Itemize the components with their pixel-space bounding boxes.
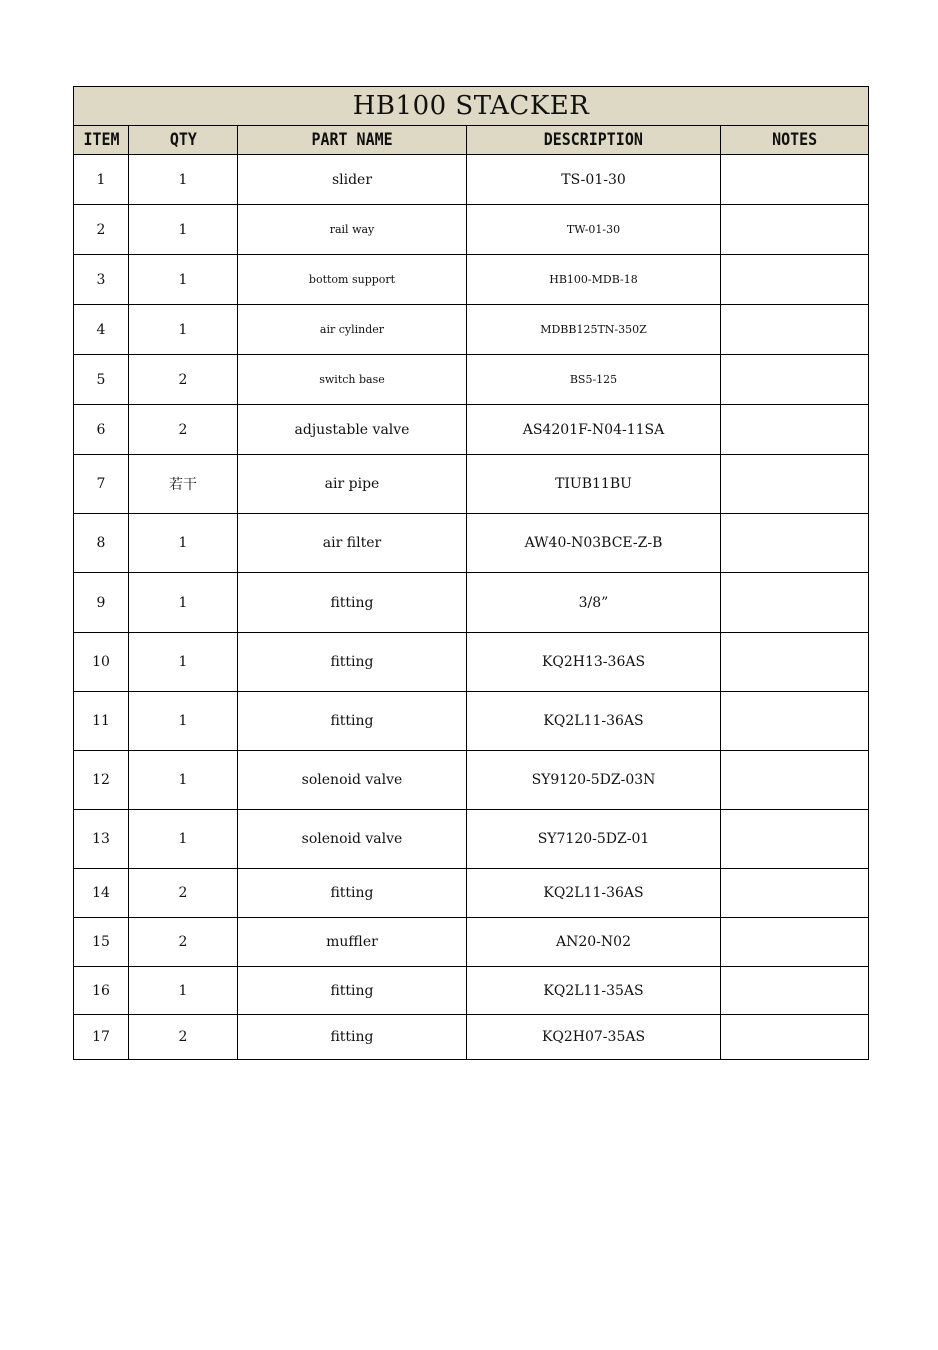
description-cell: MDBB125TN-350Z (467, 305, 721, 355)
notes-cell (721, 967, 869, 1015)
notes-cell (721, 573, 869, 633)
header-row (74, 126, 869, 155)
table-row (74, 692, 869, 751)
table-row (74, 455, 869, 514)
notes-cell (721, 455, 869, 514)
part-name-cell: fitting (238, 869, 467, 918)
notes-cell (721, 1015, 869, 1060)
item-cell: 15 (74, 918, 129, 967)
table-row (74, 155, 869, 205)
table-row (74, 918, 869, 967)
qty-cell: 1 (129, 633, 238, 692)
qty-cell: 2 (129, 869, 238, 918)
part-name-cell: fitting (238, 633, 467, 692)
item-cell: 10 (74, 633, 129, 692)
description-cell: TIUB11BU (467, 455, 721, 514)
notes-cell (721, 155, 869, 205)
table-row (74, 255, 869, 305)
item-cell: 6 (74, 405, 129, 455)
notes-cell (721, 810, 869, 869)
table-row (74, 355, 869, 405)
item-cell: 7 (74, 455, 129, 514)
part-name-cell: fitting (238, 1015, 467, 1060)
title-row (74, 87, 869, 126)
description-cell: BS5-125 (467, 355, 721, 405)
header-qty: QTY (129, 126, 238, 155)
part-name-cell: air filter (238, 514, 467, 573)
description-cell: KQ2L11-35AS (467, 967, 721, 1015)
notes-cell (721, 514, 869, 573)
parts-list-table (73, 86, 869, 1060)
qty-cell: 1 (129, 967, 238, 1015)
notes-cell (721, 305, 869, 355)
qty-cell: 1 (129, 810, 238, 869)
description-cell: TS-01-30 (467, 155, 721, 205)
table-body (74, 155, 869, 1060)
table-row (74, 869, 869, 918)
qty-cell: 1 (129, 305, 238, 355)
item-cell: 1 (74, 155, 129, 205)
item-cell: 14 (74, 869, 129, 918)
notes-cell (721, 751, 869, 810)
qty-cell: 1 (129, 155, 238, 205)
table-row (74, 633, 869, 692)
part-name-cell: fitting (238, 573, 467, 633)
notes-cell (721, 633, 869, 692)
qty-cell: 1 (129, 751, 238, 810)
qty-cell: 2 (129, 355, 238, 405)
description-cell: TW-01-30 (467, 205, 721, 255)
table-row (74, 573, 869, 633)
part-name-cell: air cylinder (238, 305, 467, 355)
header-item: ITEM (74, 126, 129, 155)
part-name-cell: fitting (238, 967, 467, 1015)
item-cell: 16 (74, 967, 129, 1015)
notes-cell (721, 205, 869, 255)
description-cell: SY7120-5DZ-01 (467, 810, 721, 869)
description-cell: SY9120-5DZ-03N (467, 751, 721, 810)
table-row (74, 514, 869, 573)
qty-cell: 1 (129, 573, 238, 633)
item-cell: 4 (74, 305, 129, 355)
description-cell: KQ2L11-36AS (467, 869, 721, 918)
notes-cell (721, 869, 869, 918)
part-name-cell: air pipe (238, 455, 467, 514)
qty-cell: 2 (129, 405, 238, 455)
description-cell: KQ2L11-36AS (467, 692, 721, 751)
item-cell: 9 (74, 573, 129, 633)
item-cell: 2 (74, 205, 129, 255)
notes-cell (721, 405, 869, 455)
item-cell: 12 (74, 751, 129, 810)
table-row (74, 967, 869, 1015)
qty-cell: 若干 (129, 455, 238, 514)
qty-cell: 1 (129, 514, 238, 573)
notes-cell (721, 255, 869, 305)
description-cell: AS4201F-N04-11SA (467, 405, 721, 455)
description-cell: AN20-N02 (467, 918, 721, 967)
qty-cell: 1 (129, 692, 238, 751)
qty-cell: 1 (129, 255, 238, 305)
part-name-cell: bottom support (238, 255, 467, 305)
qty-cell: 2 (129, 1015, 238, 1060)
part-name-cell: adjustable valve (238, 405, 467, 455)
description-cell: KQ2H07-35AS (467, 1015, 721, 1060)
item-cell: 8 (74, 514, 129, 573)
table-row (74, 305, 869, 355)
notes-cell (721, 355, 869, 405)
item-cell: 3 (74, 255, 129, 305)
qty-cell: 2 (129, 918, 238, 967)
table-row (74, 810, 869, 869)
item-cell: 5 (74, 355, 129, 405)
description-cell: AW40-N03BCE-Z-B (467, 514, 721, 573)
description-cell: 3/8” (467, 573, 721, 633)
part-name-cell: fitting (238, 692, 467, 751)
table-row (74, 205, 869, 255)
item-cell: 17 (74, 1015, 129, 1060)
table-row (74, 1015, 869, 1060)
part-name-cell: muffler (238, 918, 467, 967)
header-description: DESCRIPTION (467, 126, 721, 155)
table-row (74, 751, 869, 810)
item-cell: 11 (74, 692, 129, 751)
description-cell: HB100-MDB-18 (467, 255, 721, 305)
part-name-cell: switch base (238, 355, 467, 405)
part-name-cell: solenoid valve (238, 810, 467, 869)
notes-cell (721, 692, 869, 751)
qty-cell: 1 (129, 205, 238, 255)
table-title: HB100 STACKER (74, 87, 869, 126)
header-notes: NOTES (721, 126, 869, 155)
description-cell: KQ2H13-36AS (467, 633, 721, 692)
notes-cell (721, 918, 869, 967)
item-cell: 13 (74, 810, 129, 869)
table-row (74, 405, 869, 455)
part-name-cell: slider (238, 155, 467, 205)
part-name-cell: solenoid valve (238, 751, 467, 810)
header-part-name: PART NAME (238, 126, 467, 155)
part-name-cell: rail way (238, 205, 467, 255)
